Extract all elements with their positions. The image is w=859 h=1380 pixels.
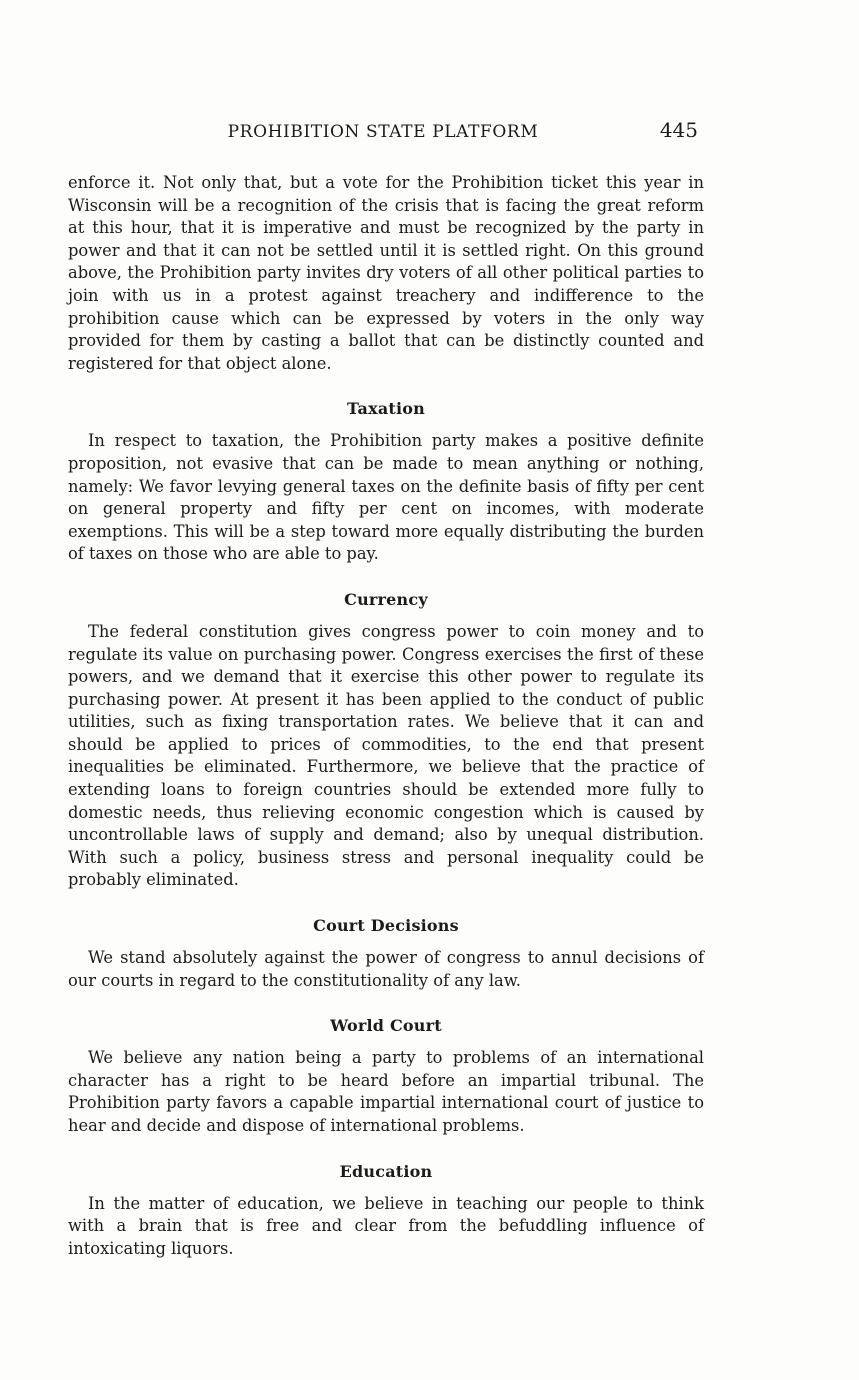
section-text-taxation: In respect to taxation, the Prohibition party makes a positive definite proposition, not evasive that can be made to mean anything or nothing, namely: We favor levying general taxes on the definite basis of fifty per cent on general property and fifty per cent on incomes, with moderate exemptions. This will be a step toward more equally distributing the burden of taxes on those who are able to pay.: [68, 431, 704, 564]
page-body: [68, 172, 704, 1260]
section-text-currency: The federal constitution gives congress power to coin money and to regulate its value on purchasing power. Congress exercises the first of these powers, and we demand that it exercise this other power to regulate its purchasing power. At present it has been applied to the conduct of public utilities, such as fixing transportation rates. We believe that it can and should be applied to prices of commodities, to the end that present inequalities be eliminated. Furthermore, we believe that the practice of extending loans to foreign countries should be extended more fully to domestic needs, thus relieving economic congestion which is caused by uncontrollable laws of supply and demand; also by unequal distribution. With such a policy, business stress and personal inequality could be probably eliminated.: [68, 621, 704, 890]
section-text-world-court: We believe any nation being a party to problems of an international character has a right to be heard before an impartial tribunal. The Prohibition party favors a capable impartial international court of justice to hear and decide and dispose of international problems.: [68, 1048, 704, 1135]
section-heading-taxation: Taxation: [346, 399, 426, 419]
section-heading-court-decisions: Court Decisions: [313, 916, 459, 936]
running-header: [68, 118, 698, 148]
section-heading-education: Education: [339, 1161, 433, 1181]
section-heading-world-court: World Court: [330, 1016, 442, 1036]
page-number: 445: [659, 118, 698, 142]
intro-paragraph: enforce it. Not only that, but a vote for the Prohibition ticket this year in Wisconsin will be a recognition of the crisis that is facing the great reform at this hour, that it is imperative and must be recognized by the party in power and that it can not be settled until it is settled right. On this ground above, the Prohibition party invites dry voters of all other political parties to join with us in a protest against treachery and indifference to the prohibition cause which can be expressed by voters in the only way provided for them by casting a ballot that can be distinctly counted and registered for that object alone.: [68, 173, 704, 373]
running-title: PROHIBITION STATE PLATFORM: [227, 122, 539, 142]
section-text-court-decisions: We stand absolutely against the power of congress to annul decisions of our courts in regard to the constitutionality of any law.: [68, 948, 704, 990]
section-heading-currency: Currency: [344, 589, 428, 609]
section-text-education: In the matter of education, we believe in teaching our people to think with a brain that is free and clear from the befuddling influence of intoxicating liquors.: [68, 1193, 704, 1258]
